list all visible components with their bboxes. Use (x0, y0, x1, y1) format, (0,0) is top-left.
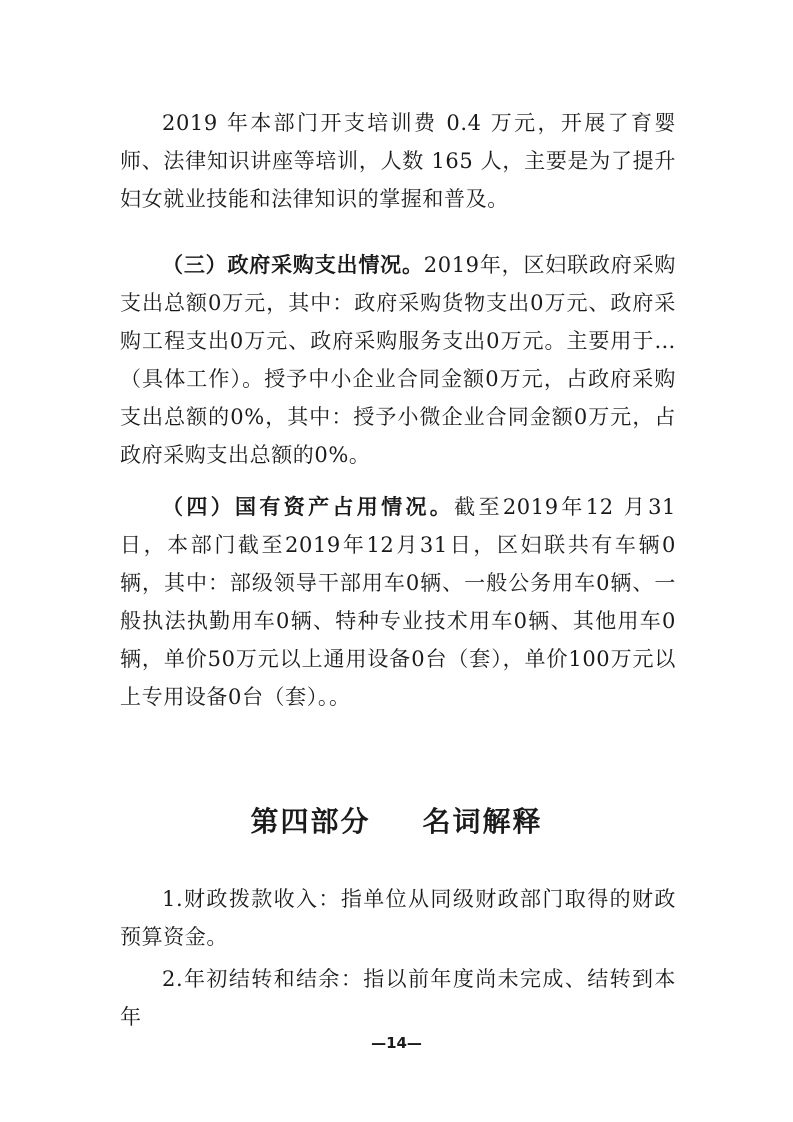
assets-text: 截至2019年12 月31 日，本部门截至2019年12月31日，区妇联共有车辆0辆，其中：部级领导干部用车0辆、一般公务用车0辆、一般执法执勤用车0辆、特种专业技术用车0辆、其他用车0辆，单价50万元以上通用设备0台（套），单价100万元以上专用设备0台（套）。。 (120, 495, 676, 709)
training-paragraph: 2019 年本部门开支培训费 0.4 万元，开展了育婴师、法律知识讲座等培训，人数 165 人，主要是为了提升妇女就业技能和法律知识的掌握和普及。 (120, 111, 676, 211)
procurement-paragraph (120, 246, 676, 474)
procurement-heading: （三）政府采购支出情况。 (162, 253, 424, 277)
section-heading (0, 800, 793, 840)
section-title: 名词解释 (422, 805, 543, 838)
assets-heading: （四）国有资产占用情况。 (162, 495, 455, 519)
procurement-text: 2019年，区妇联政府采购支出总额0万元，其中：政府采购货物支出0万元、政府采购工程支出0万元、政府采购服务支出0万元。主要用于…（具体工作）。授予中小企业合同金额0万元，占政府采购支出总额的0%，其中：授予小微企业合同金额0万元，占政府采购支出总额的0%。 (120, 253, 676, 467)
page-number: —14— (371, 1034, 422, 1052)
section-part: 第四部分 (250, 805, 371, 838)
definition-item: 1.财政拨款收入：指单位从同级财政部门取得的财政预算资金。 (120, 887, 676, 949)
assets-paragraph (120, 488, 676, 716)
definition-item: 2.年初结转和结余：指以前年度尚未完成、结转到本年 (120, 967, 676, 1029)
